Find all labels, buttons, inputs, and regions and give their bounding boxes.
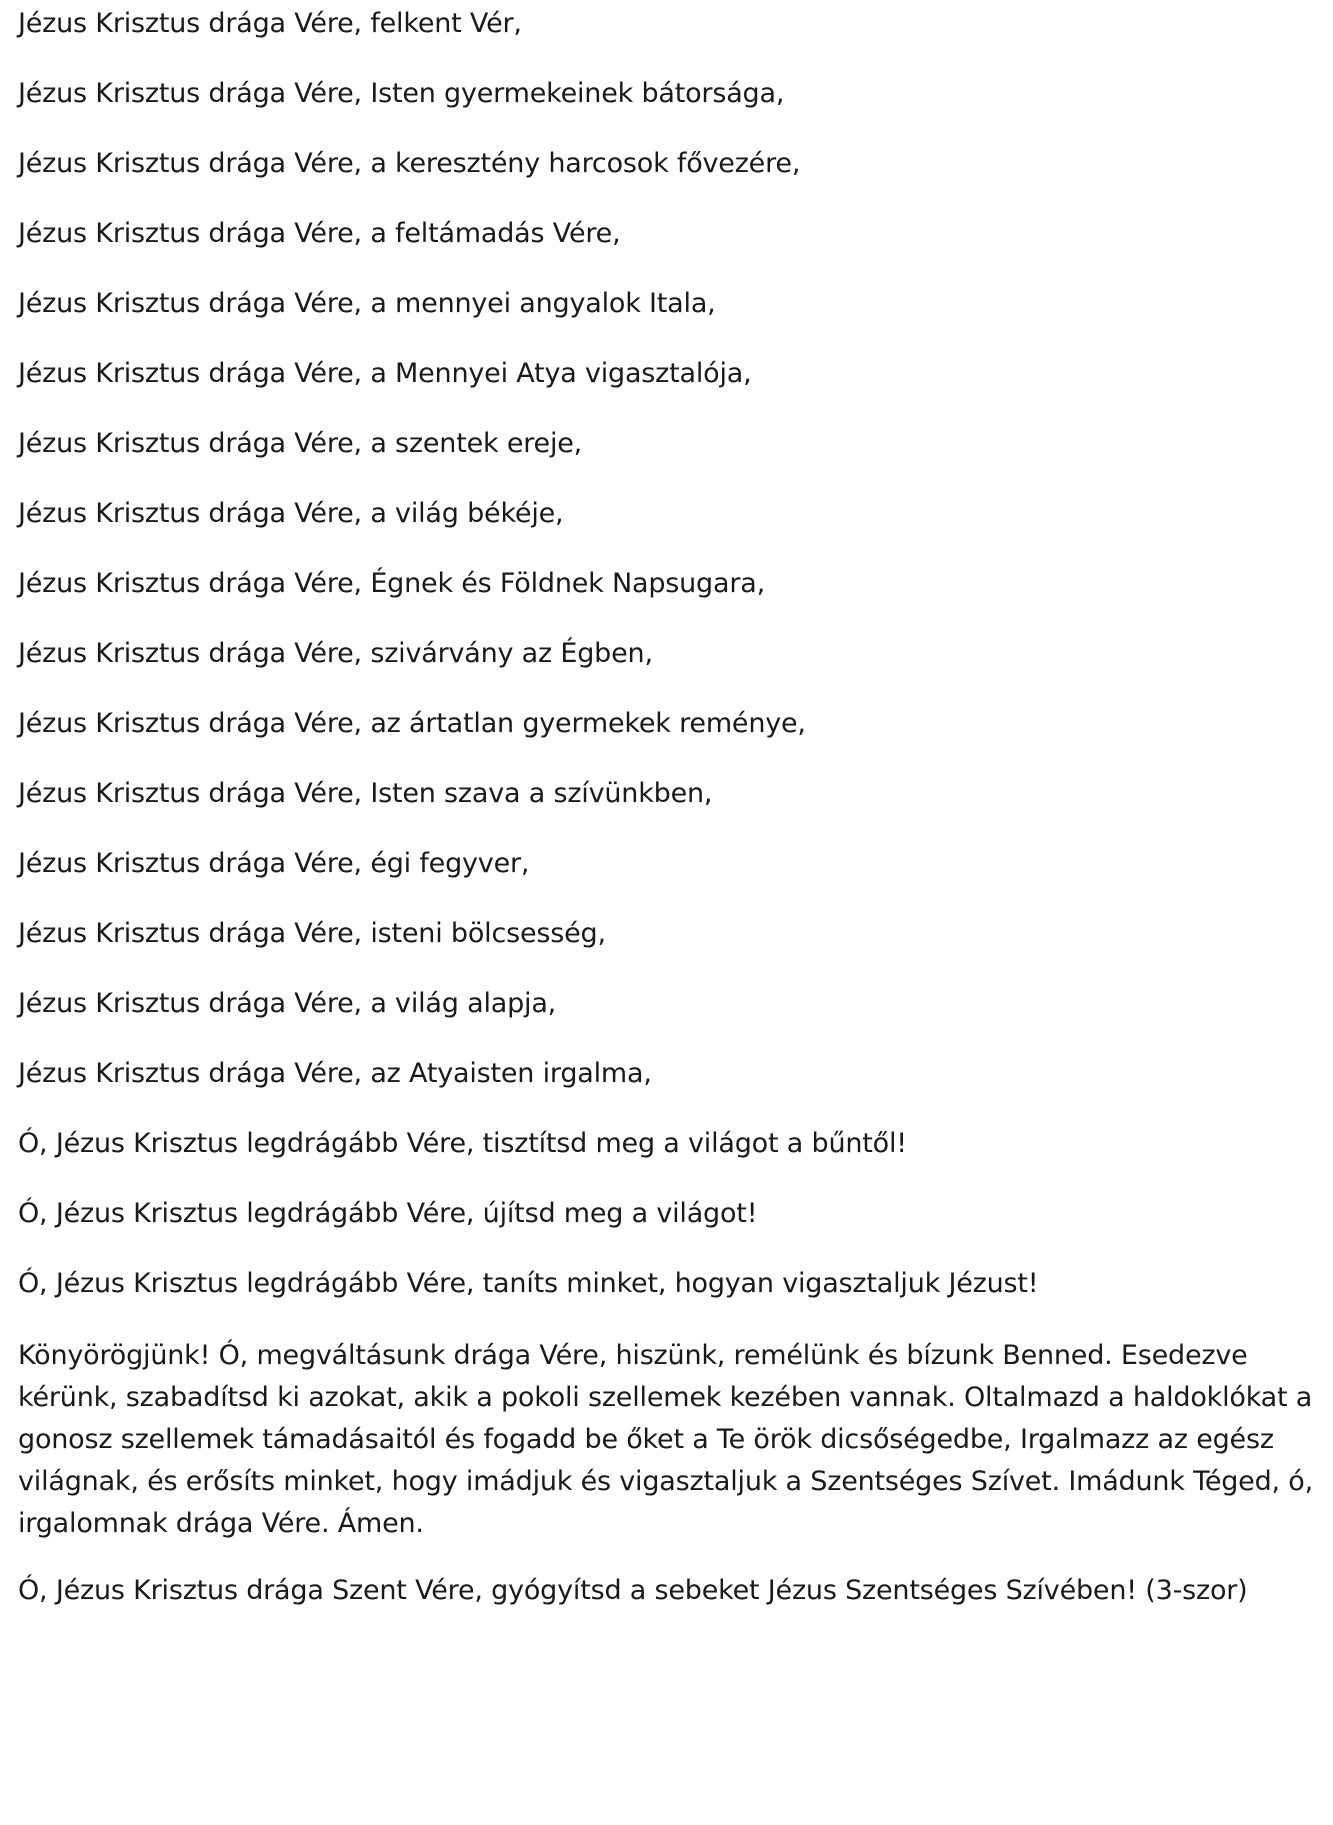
closing-line: Ó, Jézus Krisztus drága Szent Vére, gyógyítsd a sebeket Jézus Szentséges Szívében! (3-szor): [18, 1575, 1248, 1606]
litany-line: Jézus Krisztus drága Vére, a keresztény harcosok fővezére,: [18, 148, 801, 179]
invocation-line: Ó, Jézus Krisztus legdrágább Vére, taníts minket, hogyan vigasztaljuk Jézust!: [18, 1268, 1039, 1299]
prayer-paragraph: [18, 1335, 1313, 1545]
litany-line: Jézus Krisztus drága Vére, Égnek és Földnek Napsugara,: [18, 568, 765, 599]
litany-line: Jézus Krisztus drága Vére, a világ békéje,: [18, 498, 564, 529]
litany-line: Jézus Krisztus drága Vére, isteni bölcsesség,: [18, 918, 606, 949]
litany-line: Jézus Krisztus drága Vére, a szentek ereje,: [18, 428, 583, 459]
prayer-line: Könyörögjünk! Ó, megváltásunk drága Vére, hiszünk, remélünk és bízunk Benned. Esedezve: [18, 1340, 1248, 1371]
invocation-line: Ó, Jézus Krisztus legdrágább Vére, tisztítsd meg a világot a bűntől!: [18, 1128, 907, 1159]
invocation-line: Ó, Jézus Krisztus legdrágább Vére, újítsd meg a világot!: [18, 1198, 758, 1229]
prayer-line: világnak, és erősíts minket, hogy imádjuk és vigasztaljuk a Szentséges Szívet. Imádunk Téged, ó,: [18, 1466, 1313, 1497]
prayer-line: irgalomnak drága Vére. Ámen.: [18, 1508, 424, 1539]
litany-line: Jézus Krisztus drága Vére, felkent Vér,: [18, 8, 522, 39]
litany-line: Jézus Krisztus drága Vére, az ártatlan gyermekek reménye,: [18, 708, 806, 739]
litany-line: Jézus Krisztus drága Vére, a világ alapja,: [18, 988, 557, 1019]
litany-line: Jézus Krisztus drága Vére, az Atyaisten irgalma,: [18, 1058, 652, 1089]
litany-line: Jézus Krisztus drága Vére, a feltámadás Vére,: [18, 218, 621, 249]
litany-line: Jézus Krisztus drága Vére, a Mennyei Atya vigasztalója,: [18, 358, 752, 389]
litany-line: Jézus Krisztus drága Vére, szivárvány az Égben,: [18, 638, 653, 669]
litany-line: Jézus Krisztus drága Vére, a mennyei angyalok Itala,: [18, 288, 716, 319]
litany-line: Jézus Krisztus drága Vére, égi fegyver,: [18, 848, 530, 879]
litany-line: Jézus Krisztus drága Vére, Isten szava a szívünkben,: [18, 778, 713, 809]
litany-line: Jézus Krisztus drága Vére, Isten gyermekeinek bátorsága,: [18, 78, 785, 109]
prayer-line: kérünk, szabadítsd ki azokat, akik a pokoli szellemek kezében vannak. Oltalmazd a haldoklókat a: [18, 1382, 1313, 1413]
prayer-line: gonosz szellemek támadásaitól és fogadd be őket a Te örök dicsőségedbe, Irgalmazz az egész: [18, 1424, 1274, 1455]
